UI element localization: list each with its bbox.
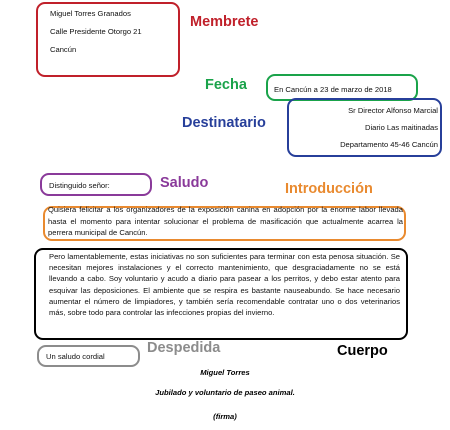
label-introduccion: Introducción [285,181,373,197]
membrete-lines [50,5,142,59]
membrete-line-address: Calle Presidente Otorgo 21 [50,27,142,36]
introduccion-text: Quisiera felicitar a los organizadores de la exposición canina en adopción por la enorme labor llevada hasta el momento para intentar solucionar el problema de masificación que actualmente acarrea la perrera municipal de Cancún. [48,205,403,237]
label-saludo: Saludo [160,175,209,191]
label-despedida: Despedida [147,340,221,356]
label-destinatario: Destinatario [182,115,266,131]
firma-role: Jubilado y voluntario de paseo animal. [155,388,295,397]
firma-sign: (firma) [213,412,237,421]
label-membrete: Membrete [190,14,259,30]
label-fecha: Fecha [205,77,247,93]
despedida-text: Un saludo cordial [46,352,105,361]
saludo-text: Distinguido señor: [49,181,110,190]
destinatario-line-address: Departamento 45-46 Cancún [340,140,438,149]
cuerpo-text: Pero lamentablemente, estas iniciativas no son suficientes para terminar con esta penosa situación. Se necesitan mejores instalaciones y el correcto mantenimiento, que desgraciadamente no se está llevando a cabo. Soy voluntario y acudo a diario para pasear a los perritos, y debo estar atento para esquivar las deposiciones. El ambiente que se respira es bastante nauseabundo. Se hace necesario aumentar el número de limpiadores, y también sería recomendable contratar uno o dos veterinarios más, sobre todo para controlar las infecciones propias del invierno. [49,252,400,318]
membrete-line-city: Cancún [50,45,77,54]
membrete-line-name: Miguel Torres Granados [50,9,131,18]
label-cuerpo: Cuerpo [337,343,388,359]
fecha-text: En Cancún a 23 de marzo de 2018 [274,85,392,94]
destinatario-line-person: Sr Director Alfonso Marcial [348,106,438,115]
destinatario-line-org: Diario Las maitinadas [364,123,438,132]
destinatario-lines [290,102,438,153]
firma-name: Miguel Torres [200,368,250,377]
